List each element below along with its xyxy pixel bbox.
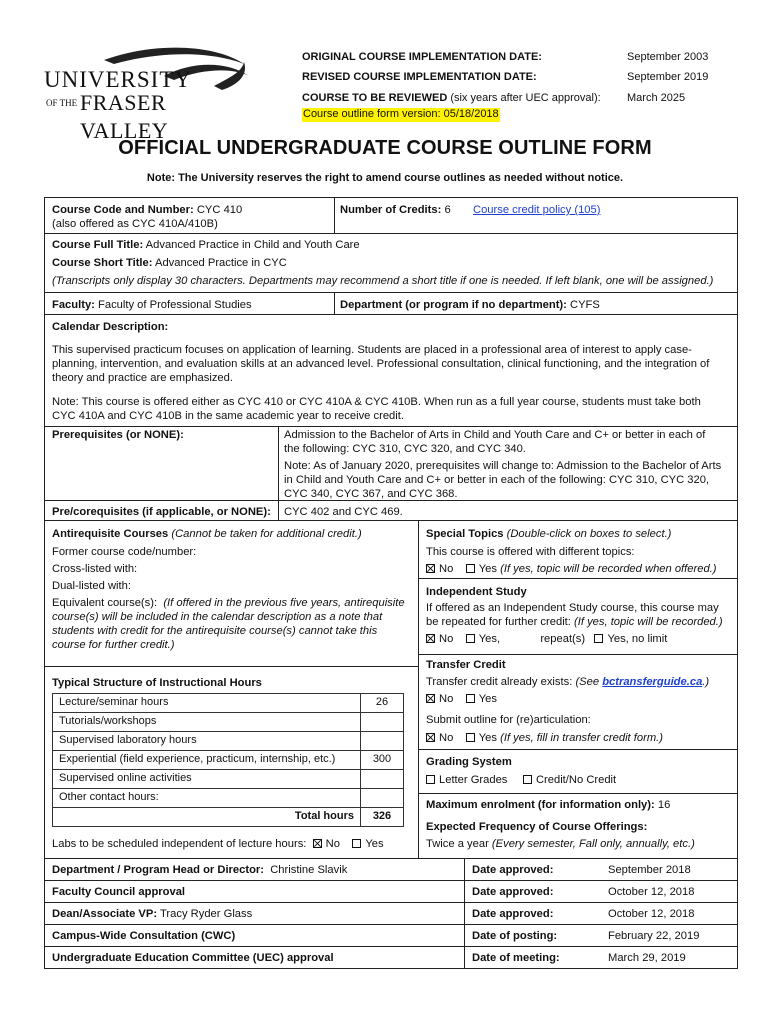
- department-label: Department (or program if no department):: [340, 299, 567, 311]
- prereq-note-line: CYC 340, CYC 367, and CYC 368.: [284, 488, 458, 500]
- equivalent-note-line: (If offered in the previous five years, antirequisite: [163, 597, 405, 609]
- special-topics-heading: [426, 527, 671, 541]
- approval-label: Undergraduate Education Committee (UEC) approval: [52, 952, 334, 964]
- calendar-note-line: CYC 410A and CYC 410B in the same academic year to receive credit.: [52, 410, 404, 422]
- labs-yes-label: Yes: [365, 838, 384, 850]
- faculty-value: Faculty of Professional Studies: [98, 299, 252, 311]
- review-date-label-text: COURSE TO BE REVIEWED: [302, 92, 448, 104]
- independent-line2: [426, 615, 723, 629]
- dual-listed-label: Dual-listed with:: [52, 580, 131, 592]
- hours-value[interactable]: 300: [361, 751, 404, 770]
- transfer-exists-options: [426, 692, 497, 706]
- prereq-note-line: in Child and Youth Care and C+ or better in each of the following: CYC 310, CYC 320,: [284, 474, 710, 486]
- approval-date-label: Date approved:: [472, 864, 554, 876]
- table-row: [53, 751, 404, 770]
- approval-name: Christine Slavik: [270, 864, 348, 876]
- labs-no-label: No: [325, 838, 340, 850]
- calendar-description: [52, 343, 734, 385]
- short-title-value: Advanced Practice in CYC: [155, 257, 287, 269]
- course-code-value: CYC 410: [196, 204, 243, 216]
- special-yes-note: (If yes, topic will be recorded when offered.): [500, 563, 717, 575]
- hours-value[interactable]: [361, 770, 404, 789]
- coreq-label: Pre/corequisites (if applicable, or NONE):: [52, 506, 271, 518]
- cross-listed-label: Cross-listed with:: [52, 563, 138, 575]
- approval-row-faculty: [52, 885, 185, 899]
- antireq-label: Antirequisite Courses: [52, 528, 169, 540]
- revised-date-label: REVISED COURSE IMPLEMENTATION DATE:: [302, 71, 537, 83]
- transfer-exists-no-label: No: [439, 693, 454, 705]
- antireq-heading: [52, 527, 362, 541]
- special-topics-text: This course is offered with different topics:: [426, 546, 635, 558]
- labs-yes-checkbox[interactable]: [352, 839, 361, 848]
- hours-name: Lecture/seminar hours: [53, 694, 361, 713]
- letter-grades-label: Letter Grades: [439, 774, 508, 786]
- special-topics-options: [426, 562, 717, 576]
- prereq-value: [284, 428, 734, 501]
- grading-label: Grading System: [426, 756, 512, 768]
- hours-label: Typical Structure of Instructional Hours: [52, 677, 262, 689]
- frequency-note: (Every semester, Fall only, annually, etc.): [491, 838, 695, 850]
- special-topics-note: (Double-click on boxes to select.): [506, 528, 672, 540]
- enrolment-value: 16: [657, 799, 671, 811]
- approval-name: Tracy Ryder Glass: [160, 908, 253, 920]
- approval-row-uec: [52, 951, 334, 965]
- special-yes-label: Yes: [478, 563, 497, 575]
- special-yes-checkbox[interactable]: [466, 564, 475, 573]
- prereq-label: Prerequisites (or NONE):: [52, 429, 184, 441]
- course-code-label: Course Code and Number:: [52, 204, 194, 216]
- transfer-submit-no-checkbox[interactable]: [426, 733, 435, 742]
- calendar-note: [52, 395, 734, 423]
- approval-label: Dean/Associate VP:: [52, 908, 158, 920]
- hours-name: Supervised laboratory hours: [53, 732, 361, 751]
- logo-word-university: UNIVERSITY: [44, 67, 192, 92]
- calendar-line: planning, intervention, and evaluation skills at an advanced level. Professional consultation, clinical functioning, and the integration of: [52, 358, 710, 370]
- total-label: Total hours: [53, 808, 361, 827]
- credit-policy-link[interactable]: Course credit policy (105): [473, 204, 601, 216]
- credits-label: Number of Credits:: [340, 204, 442, 216]
- repeat-label: repeat(s): [540, 633, 586, 645]
- labs-label: Labs to be scheduled independent of lecture hours:: [52, 838, 307, 850]
- table-row: [53, 732, 404, 751]
- approval-date: March 29, 2019: [608, 952, 686, 964]
- review-date-sublabel: (six years after UEC approval):: [450, 92, 601, 104]
- total-row: [53, 808, 404, 827]
- credits-value: 6: [444, 204, 451, 216]
- amend-note: Note: The University reserves the right to amend course outlines as needed without notice.: [146, 172, 624, 184]
- approval-date-label: Date approved:: [472, 886, 554, 898]
- transfer-see-end: .): [702, 676, 710, 688]
- approval-date: September 2018: [608, 864, 691, 876]
- equivalent-courses: [52, 596, 414, 652]
- approval-date-label: Date of meeting:: [472, 952, 560, 964]
- hours-value[interactable]: [361, 713, 404, 732]
- hours-name: Supervised online activities: [53, 770, 361, 789]
- hours-name: Experiential (field experience, practicum, internship, etc.): [53, 751, 361, 770]
- table-row: [53, 770, 404, 789]
- bctransferguide-link[interactable]: bctransferguide.ca: [602, 676, 703, 688]
- university-logo: [44, 42, 254, 143]
- independent-no-checkbox[interactable]: [426, 634, 435, 643]
- independent-study-label: Independent Study: [426, 586, 527, 598]
- full-title-label: Course Full Title:: [52, 239, 144, 251]
- logo-word-fraser-valley: FRASER VALLEY: [80, 90, 169, 143]
- equivalent-note-line: course for further credit.): [52, 639, 175, 651]
- calendar-label: Calendar Description:: [52, 321, 169, 333]
- independent-line2-text: be repeated for further credit:: [426, 616, 571, 628]
- hours-value[interactable]: [361, 732, 404, 751]
- full-title-field: [52, 238, 360, 252]
- page-title: OFFICIAL UNDERGRADUATE COURSE OUTLINE FORM: [118, 137, 652, 159]
- special-topics-label: Special Topics: [426, 528, 504, 540]
- transfer-exists: [426, 675, 709, 689]
- total-value: 326: [361, 808, 404, 827]
- faculty-label: Faculty:: [52, 299, 95, 311]
- logo-word-of-the: OF THE: [46, 98, 78, 108]
- approval-label: Campus-Wide Consultation (CWC): [52, 930, 236, 942]
- transfer-exists-yes-label: Yes: [478, 693, 497, 705]
- independent-no-limit-label: Yes, no limit: [607, 633, 668, 645]
- independent-no-label: No: [439, 633, 454, 645]
- hours-value[interactable]: 26: [361, 694, 404, 713]
- approval-date: October 12, 2018: [608, 908, 695, 920]
- transfer-exists-text: Transfer credit already exists:: [426, 676, 573, 688]
- labs-no-checkbox[interactable]: [313, 839, 322, 848]
- coreq-value: CYC 402 and CYC 469.: [284, 506, 403, 518]
- prereq-line: Admission to the Bachelor of Arts in Child and Youth Care and C+ or better in each of: [284, 429, 706, 441]
- independent-no-limit-checkbox[interactable]: [594, 634, 603, 643]
- transfer-submit-no-label: No: [439, 732, 454, 744]
- approval-date-label: Date of posting:: [472, 930, 558, 942]
- frequency-label: Expected Frequency of Course Offerings:: [426, 821, 648, 833]
- frequency-value: Twice a year: [426, 838, 489, 850]
- table-row: [53, 789, 404, 808]
- approval-label: Department / Program Head or Director:: [52, 864, 264, 876]
- calendar-line: This supervised practicum focuses on application of learning. Students are placed in a professional area of interest to apply case-: [52, 344, 692, 356]
- table-row: [53, 694, 404, 713]
- antireq-note: (Cannot be taken for additional credit.): [171, 528, 362, 540]
- independent-options: [426, 632, 667, 646]
- transfer-see: (See: [575, 676, 600, 688]
- hours-table: [52, 693, 404, 827]
- special-no-label: No: [439, 563, 454, 575]
- approval-row-dean: [52, 907, 252, 921]
- independent-line1: If offered as an Independent Study course, this course may: [426, 602, 719, 614]
- special-no-checkbox[interactable]: [426, 564, 435, 573]
- review-date-value: March 2025: [627, 92, 686, 104]
- department-value: CYFS: [569, 299, 600, 311]
- hours-name: Other contact hours:: [53, 789, 361, 808]
- short-title-field: [52, 256, 287, 270]
- hours-value[interactable]: [361, 789, 404, 808]
- former-course-label: Former course code/number:: [52, 546, 197, 558]
- approval-label: Faculty Council approval: [52, 886, 186, 898]
- transfer-submit-options: [426, 731, 663, 745]
- transfer-submit-text: Submit outline for (re)articulation:: [426, 714, 591, 726]
- course-code-field: [52, 203, 242, 231]
- transcript-note: (Transcripts only display 30 characters. Departments may recommend a short title if one is needed. If left blank, one will be assigned.): [52, 275, 714, 287]
- equivalent-note-line: students with credit for the antirequisite course(s) cannot take this: [52, 625, 378, 637]
- labs-field: [52, 837, 384, 851]
- approval-date-label: Date approved:: [472, 908, 554, 920]
- transfer-exists-no-checkbox[interactable]: [426, 694, 435, 703]
- full-title-value: Advanced Practice in Child and Youth Care: [145, 239, 360, 251]
- original-date-value: September 2003: [627, 51, 709, 63]
- independent-yes-checkbox[interactable]: [466, 634, 475, 643]
- original-date-label: ORIGINAL COURSE IMPLEMENTATION DATE:: [302, 51, 542, 63]
- transfer-submit-yes-label: Yes: [478, 732, 497, 744]
- transfer-submit-yes-checkbox[interactable]: [466, 733, 475, 742]
- credit-no-credit-label: Credit/No Credit: [535, 774, 617, 786]
- credits-field: [340, 203, 451, 217]
- independent-yes-label: Yes,: [478, 633, 501, 645]
- approval-row-cwc: [52, 929, 235, 943]
- department-field: [340, 298, 600, 312]
- faculty-field: [52, 298, 252, 312]
- letter-grades-checkbox[interactable]: [426, 775, 435, 784]
- equivalent-label: Equivalent course(s):: [52, 597, 158, 609]
- short-title-label: Course Short Title:: [52, 257, 153, 269]
- equivalent-note-line: course(s) will be included in the calendar description as a note that: [52, 611, 383, 623]
- approval-row-department: [52, 863, 347, 877]
- table-row: [53, 713, 404, 732]
- frequency-field: [426, 837, 695, 851]
- grading-options: [426, 773, 616, 787]
- calendar-note-line: Note: This course is offered either as CYC 410 or CYC 410A & CYC 410B. When run as a full year course, students must take both: [52, 396, 701, 408]
- form-version: Course outline form version: 05/18/2018: [303, 108, 499, 120]
- transfer-exists-yes-checkbox[interactable]: [466, 694, 475, 703]
- enrolment-field: [426, 798, 670, 812]
- credit-no-credit-checkbox[interactable]: [523, 775, 532, 784]
- review-date-label: [302, 92, 601, 106]
- transfer-credit-label: Transfer Credit: [426, 659, 506, 671]
- independent-line2-note: (If yes, topic will be recorded.): [574, 616, 723, 628]
- approval-date: February 22, 2019: [608, 930, 700, 942]
- calendar-line: theory and practice are emphasized.: [52, 372, 233, 384]
- prereq-line: the following: CYC 310, CYC 320, and CYC 340.: [284, 443, 526, 455]
- prereq-note-line: Note: As of January 2020, prerequisites will change to: Admission to the Bachelor of Arts: [284, 460, 722, 472]
- hours-name: Tutorials/workshops: [53, 713, 361, 732]
- approval-date: October 12, 2018: [608, 886, 695, 898]
- revised-date-value: September 2019: [627, 71, 709, 83]
- also-offered: (also offered as CYC 410A/410B): [52, 218, 218, 230]
- transfer-submit-note: (If yes, fill in transfer credit form.): [500, 732, 663, 744]
- enrolment-label: Maximum enrolment (for information only):: [426, 799, 655, 811]
